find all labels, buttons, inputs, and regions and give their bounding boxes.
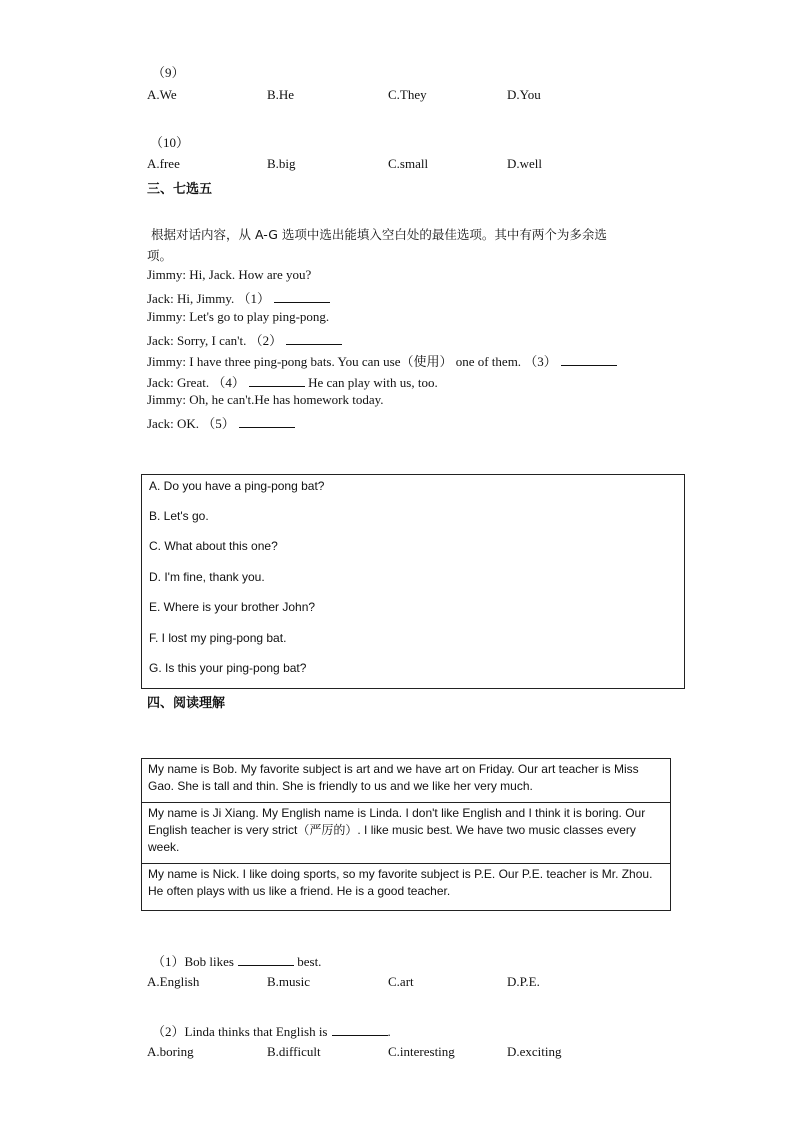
reading-q1-blank[interactable] [238,954,294,966]
dialogue-line-8: Jack: OK. （5） [147,413,295,432]
choice-f[interactable]: F. I lost my ping-pong bat. [149,631,287,645]
reading-q2-option-d[interactable]: D.exciting [507,1044,562,1059]
reading-q2-stem: （2）Linda thinks that English is . [152,1024,391,1039]
choice-b[interactable]: B. Let's go. [149,509,209,523]
answer-blank-3[interactable] [561,354,617,366]
choice-g[interactable]: G. Is this your ping-pong bat? [149,661,307,675]
reading-q2-blank[interactable] [332,1024,388,1036]
reading-q1-option-b[interactable]: B.music [267,974,310,989]
choice-a[interactable]: A. Do you have a ping-pong bat? [149,479,325,493]
answer-blank-1[interactable] [274,291,330,303]
reading-q2-option-b[interactable]: B.difficult [267,1044,321,1059]
dialogue-line-3: Jimmy: Let's go to play ping-pong. [147,309,330,324]
q10-option-a[interactable]: A.free [147,156,180,171]
section4-title: 四、阅读理解 [147,696,226,711]
answer-blank-4[interactable] [249,375,305,387]
reading-q1-option-c[interactable]: C.art [388,974,414,989]
q9-option-b[interactable]: B.He [267,87,295,102]
choice-c[interactable]: C. What about this one? [149,539,278,553]
q10-option-c[interactable]: C.small [388,156,429,171]
reading-q2-option-a[interactable]: A.boring [147,1044,194,1059]
passage-nick: My name is Nick. I like doing sports, so my favorite subject is P.E. Our P.E. teacher is Mr. Zhou. He often plays with us like a friend. He is a good teacher. [148,867,653,898]
q10-option-d[interactable]: D.well [507,156,543,171]
reading-passages-table [141,758,671,911]
reading-q1-option-a[interactable]: A.English [147,974,200,989]
dialogue-line-7: Jimmy: Oh, he can't.He has homework today. [147,392,384,407]
section3-title: 三、七选五 [147,182,213,197]
passage-bob: My name is Bob. My favorite subject is art and we have art on Friday. Our art teacher is Miss Gao. She is tall and thin. She is friendly to us and we like her very much. [142,759,670,803]
reading-q1-stem: （1）Bob likes best. [152,954,322,969]
q9-option-a[interactable]: A.We [147,87,177,102]
reading-q1-option-d[interactable]: D.P.E. [507,974,540,989]
dialogue-line-1: Jimmy: Hi, Jack. How are you? [147,267,312,282]
q9-option-c[interactable]: C.They [388,87,427,102]
section3-instruction-line1: 根据对话内容，从 A-G 选项中选出能填入空白处的最佳选项。其中有两个为多余选 [151,227,607,242]
answer-blank-5[interactable] [239,416,295,428]
q10-number: （10） [150,135,190,150]
passage-linda: My name is Ji Xiang. My English name is Linda. I don't like English and I think it is boring. Our English teacher is very strict（严厉的）. I like music best. We have two music classes every week. [142,803,670,864]
q9-option-d[interactable]: D.You [507,87,541,102]
dialogue-line-6: Jack: Great. （4） He can play with us, too. [147,375,438,390]
dialogue-line-4: Jack: Sorry, I can't. （2） [147,330,342,349]
choice-d[interactable]: D. I'm fine, thank you. [149,570,265,584]
choices-box [141,474,685,689]
section3-instruction-line2: 项。 [147,248,173,263]
choice-e[interactable]: E. Where is your brother John? [149,600,316,614]
dialogue-line-2: Jack: Hi, Jimmy. （1） [147,288,330,307]
answer-blank-2[interactable] [286,333,342,345]
reading-q2-option-c[interactable]: C.interesting [388,1044,455,1059]
q10-option-b[interactable]: B.big [267,156,296,171]
dialogue-line-5: Jimmy: I have three ping-pong bats. You can use（使用） one of them. （3） [147,351,617,370]
q9-number: （9） [152,65,185,80]
